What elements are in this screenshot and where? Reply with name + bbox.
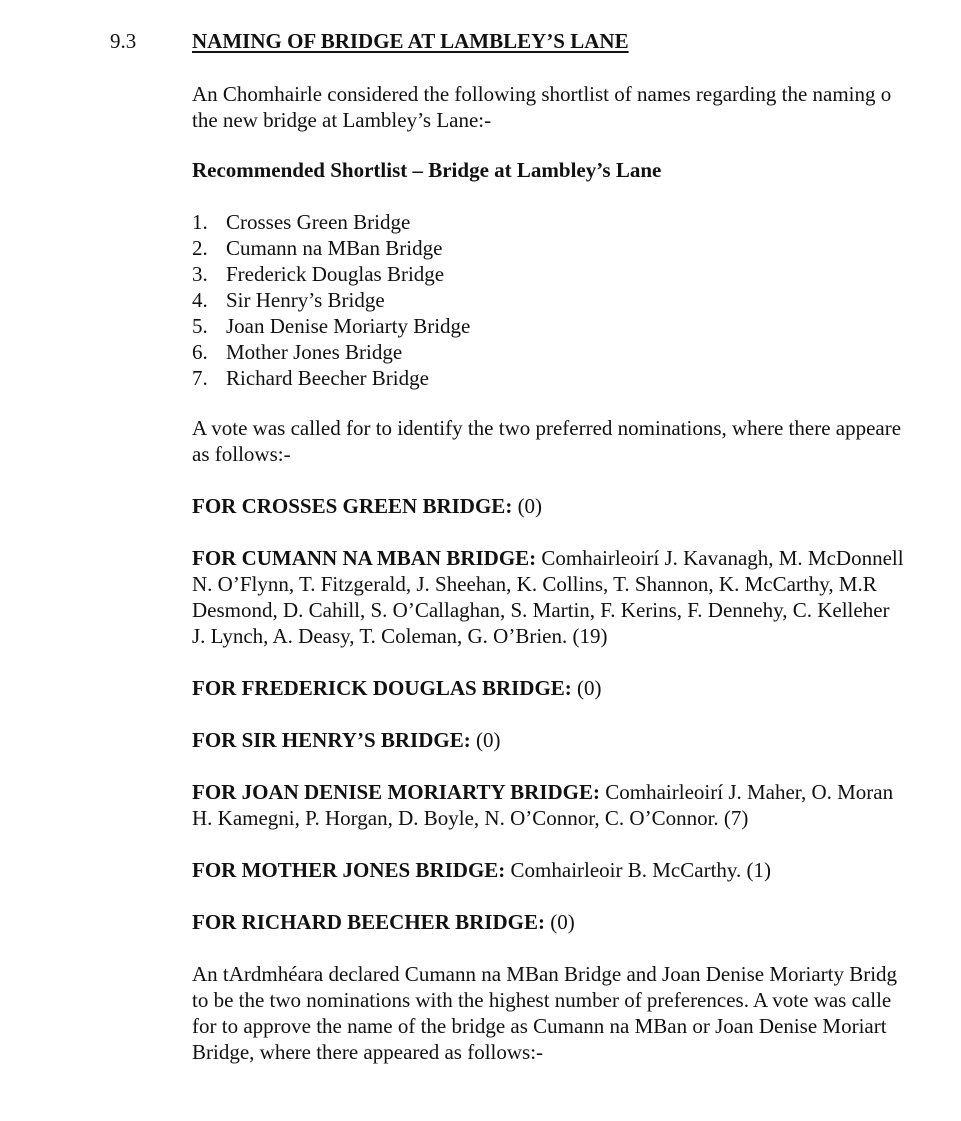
vote-result: (0) [512, 494, 543, 518]
vote-frederick-douglas [192, 675, 961, 701]
list-item-number: 1. [192, 210, 208, 234]
list-item-name: Mother Jones Bridge [226, 340, 403, 364]
vote-joan-denise-moriarty [192, 779, 961, 831]
conclusion-line: to be the two nominations with the highest number of preferences. A vote was calle [192, 988, 892, 1012]
vote-label: FOR SIR HENRY’S BRIDGE: [192, 728, 471, 752]
intro-line: the new bridge at Lambley’s Lane:- [192, 108, 492, 132]
vote-mother-jones [192, 857, 961, 883]
vote-line [192, 909, 961, 935]
vote-result: Comhairleoirí J. Maher, O. Moran [600, 780, 894, 804]
vote-result: Comhairleoir B. McCarthy. (1) [505, 858, 772, 882]
vote-result: (0) [544, 910, 575, 934]
section-content [192, 28, 961, 1065]
list-item-name: Joan Denise Moriarty Bridge [226, 314, 471, 338]
vote-label: FOR CUMANN NA MBAN BRIDGE: [192, 546, 537, 570]
vote-intro-line: as follows:- [192, 442, 291, 466]
list-item-name: Cumann na MBan Bridge [226, 236, 443, 260]
vote-continuation: Desmond, D. Cahill, S. O’Callaghan, S. Martin, F. Kerins, F. Dennehy, C. Kelleher [192, 598, 890, 622]
conclusion-line: An tArdmhéara declared Cumann na MBan Bridge and Joan Denise Moriarty Bridg [192, 962, 898, 986]
vote-line [192, 675, 961, 701]
shortlist [192, 209, 961, 391]
vote-line [192, 727, 961, 753]
conclusion-line: for to approve the name of the bridge as Cumann na MBan or Joan Denise Moriart [192, 1014, 887, 1038]
vote-label: FOR JOAN DENISE MORIARTY BRIDGE: [192, 780, 601, 804]
vote-result: (0) [571, 676, 602, 700]
list-item [192, 365, 961, 391]
intro-paragraph [192, 81, 961, 133]
vote-result: Comhairleoirí J. Kavanagh, M. McDonnell [536, 546, 904, 570]
vote-label: FOR MOTHER JONES BRIDGE: [192, 858, 506, 882]
list-item-number: 6. [192, 340, 208, 364]
intro-line: An Chomhairle considered the following shortlist of names regarding the naming o [192, 82, 892, 106]
list-item-name: Sir Henry’s Bridge [226, 288, 385, 312]
vote-label: FOR RICHARD BEECHER BRIDGE: [192, 910, 545, 934]
vote-line [192, 779, 961, 805]
list-item-number: 2. [192, 236, 208, 260]
vote-label: FOR FREDERICK DOUGLAS BRIDGE: [192, 676, 572, 700]
list-item-name: Frederick Douglas Bridge [226, 262, 445, 286]
vote-line [192, 545, 961, 571]
vote-continuation: H. Kamegni, P. Horgan, D. Boyle, N. O’Connor, C. O’Connor. (7) [192, 806, 749, 830]
vote-continuation: N. O’Flynn, T. Fitzgerald, J. Sheehan, K. Collins, T. Shannon, K. McCarthy, M.R [192, 572, 877, 596]
vote-label: FOR CROSSES GREEN BRIDGE: [192, 494, 513, 518]
section-number: 9.3 [110, 29, 137, 53]
list-item-number: 4. [192, 288, 208, 312]
list-item [192, 209, 961, 235]
conclusion-paragraph [192, 961, 961, 1065]
list-item [192, 313, 961, 339]
vote-line [192, 857, 961, 883]
vote-cumann-na-mban [192, 545, 961, 649]
vote-intro-line: A vote was called for to identify the two preferred nominations, where there appeare [192, 416, 902, 440]
list-item-name: Richard Beecher Bridge [226, 366, 429, 390]
vote-richard-beecher [192, 909, 961, 935]
vote-intro-paragraph [192, 415, 961, 467]
list-item-number: 3. [192, 262, 208, 286]
list-item [192, 261, 961, 287]
vote-crosses-green [192, 493, 961, 519]
conclusion-line: Bridge, where there appeared as follows:- [192, 1040, 544, 1064]
vote-result: (0) [470, 728, 501, 752]
list-item-number: 7. [192, 366, 208, 390]
list-item [192, 235, 961, 261]
section-title: NAMING OF BRIDGE AT LAMBLEY’S LANE [192, 29, 629, 53]
list-item [192, 287, 961, 313]
shortlist-title: Recommended Shortlist – Bridge at Lambley’s Lane [192, 158, 662, 182]
list-item [192, 339, 961, 365]
vote-sir-henrys [192, 727, 961, 753]
vote-continuation: J. Lynch, A. Deasy, T. Coleman, G. O’Brien. (19) [192, 624, 608, 648]
list-item-number: 5. [192, 314, 208, 338]
list-item-name: Crosses Green Bridge [226, 210, 411, 234]
vote-line [192, 493, 961, 519]
